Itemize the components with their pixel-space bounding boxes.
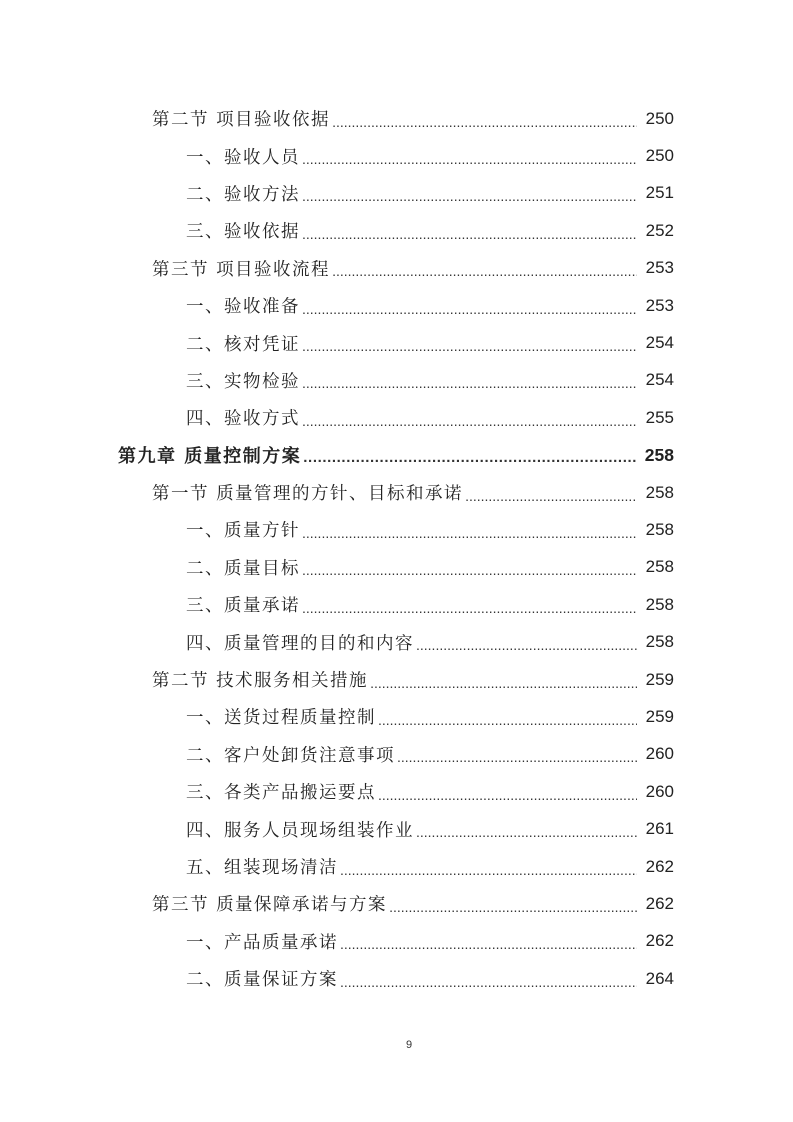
toc-entry-page-number: 258 <box>645 482 674 502</box>
toc-entry-title: 二、核对凭证 <box>186 334 300 355</box>
toc-dot-leader <box>397 748 637 766</box>
toc-entry-title: 第三节 质量保障承诺与方案 <box>152 895 388 916</box>
toc-entry-page-number: 258 <box>645 519 674 539</box>
toc-subsection-entry[interactable] <box>0 736 793 773</box>
toc-dot-leader <box>378 711 637 729</box>
toc-entry-title: 第二节 项目验收依据 <box>152 110 331 131</box>
toc-dot-leader <box>378 786 637 804</box>
toc-entry-title: 二、质量保证方案 <box>186 970 338 991</box>
toc-dot-leader <box>465 487 637 505</box>
toc-entry-title: 三、验收依据 <box>186 222 300 243</box>
toc-dot-leader <box>302 599 637 617</box>
toc-entry-title: 三、实物检验 <box>186 371 300 392</box>
toc-entry-page-number: 259 <box>645 706 674 726</box>
toc-subsection-entry[interactable] <box>0 773 793 810</box>
toc-section-entry[interactable] <box>0 885 793 922</box>
toc-dot-leader <box>302 187 637 205</box>
toc-entry-page-number: 261 <box>645 819 674 839</box>
toc-entry-page-number: 260 <box>645 781 674 801</box>
toc-section-entry[interactable] <box>0 474 793 511</box>
toc-entry-title: 五、组装现场清洁 <box>186 858 338 878</box>
toc-dot-leader <box>332 262 637 280</box>
toc-entry-title: 二、客户处卸货注意事项 <box>186 745 395 766</box>
toc-entry-page-number: 253 <box>645 295 674 315</box>
toc-section-entry[interactable] <box>0 250 793 287</box>
toc-entry-page-number: 264 <box>645 968 674 988</box>
toc-entry-title: 第二节 技术服务相关措施 <box>152 671 369 692</box>
toc-entry-page-number: 262 <box>645 893 674 913</box>
toc-entry-title: 一、验收准备 <box>186 297 300 318</box>
toc-entry-page-number: 255 <box>645 407 674 427</box>
toc-entry-page-number: 258 <box>644 444 674 465</box>
toc-entry-title: 第一节 质量管理的方针、目标和承诺 <box>152 484 464 505</box>
toc-dot-leader <box>370 674 637 692</box>
toc-section-entry[interactable] <box>0 100 793 137</box>
toc-dot-leader <box>340 973 637 991</box>
toc-subsection-entry[interactable] <box>0 175 793 212</box>
toc-subsection-entry[interactable] <box>0 848 793 885</box>
toc-entry-page-number: 258 <box>645 632 674 652</box>
toc-dot-leader <box>302 374 637 392</box>
toc-entry-page-number: 250 <box>645 146 674 166</box>
toc-subsection-entry[interactable] <box>0 586 793 623</box>
toc-dot-leader <box>302 561 637 579</box>
footer-page-number: 9 <box>405 1039 413 1051</box>
toc-subsection-entry[interactable] <box>0 399 793 436</box>
toc-entry-page-number: 260 <box>645 744 674 764</box>
toc-entry-page-number: 262 <box>645 856 674 876</box>
toc-section-entry[interactable] <box>0 661 793 698</box>
toc-entry-title: 一、质量方针 <box>186 521 300 542</box>
toc-subsection-entry[interactable] <box>0 137 793 174</box>
toc-entry-title: 四、质量管理的目的和内容 <box>186 633 414 654</box>
toc-subsection-entry[interactable] <box>0 623 793 660</box>
toc-entry-page-number: 251 <box>645 183 674 203</box>
toc-subsection-entry[interactable] <box>0 511 793 548</box>
toc-dot-leader <box>416 823 637 841</box>
toc-entry-title: 第九章 质量控制方案 <box>118 446 302 468</box>
toc-subsection-entry[interactable] <box>0 549 793 586</box>
toc-subsection-entry[interactable] <box>0 923 793 960</box>
toc-dot-leader <box>340 861 637 879</box>
toc-dot-leader <box>302 150 637 168</box>
toc-entry-title: 四、服务人员现场组装作业 <box>186 820 414 841</box>
toc-entry-title: 一、验收人员 <box>186 147 300 168</box>
toc-entry-page-number: 254 <box>645 333 674 353</box>
toc-entry-title: 四、验收方式 <box>186 409 300 430</box>
toc-entry-page-number: 258 <box>645 594 674 614</box>
toc-subsection-entry[interactable] <box>0 212 793 249</box>
toc-dot-leader <box>302 300 637 318</box>
toc-subsection-entry[interactable] <box>0 362 793 399</box>
toc-dot-leader <box>302 524 637 542</box>
toc-subsection-entry[interactable] <box>0 324 793 361</box>
toc-subsection-entry[interactable] <box>0 287 793 324</box>
toc-subsection-entry[interactable] <box>0 810 793 847</box>
toc-dot-leader <box>303 449 637 467</box>
toc-subsection-entry[interactable] <box>0 698 793 735</box>
toc-dot-leader <box>302 337 637 355</box>
toc-dot-leader <box>302 225 637 243</box>
toc-entry-page-number: 259 <box>645 669 674 689</box>
toc-entry-page-number: 258 <box>645 557 674 577</box>
toc-subsection-entry[interactable] <box>0 960 793 997</box>
table-of-contents <box>0 100 793 997</box>
toc-entry-page-number: 252 <box>645 220 674 240</box>
toc-dot-leader <box>389 898 637 916</box>
toc-entry-title: 二、质量目标 <box>186 558 300 579</box>
toc-entry-title: 三、各类产品搬运要点 <box>186 783 376 804</box>
toc-entry-page-number: 250 <box>645 108 674 128</box>
toc-entry-page-number: 253 <box>645 258 674 278</box>
toc-entry-title: 一、送货过程质量控制 <box>186 708 376 729</box>
toc-entry-title: 一、产品质量承诺 <box>186 932 338 953</box>
toc-dot-leader <box>416 636 637 654</box>
toc-entry-title: 二、验收方法 <box>186 184 300 205</box>
toc-dot-leader <box>332 113 637 131</box>
toc-entry-title: 三、质量承诺 <box>186 596 300 617</box>
toc-entry-page-number: 262 <box>645 931 674 951</box>
toc-entry-page-number: 254 <box>645 370 674 390</box>
toc-dot-leader <box>302 412 637 430</box>
toc-dot-leader <box>340 935 637 953</box>
toc-chapter-entry[interactable] <box>0 437 793 474</box>
toc-entry-title: 第三节 项目验收流程 <box>152 259 331 280</box>
